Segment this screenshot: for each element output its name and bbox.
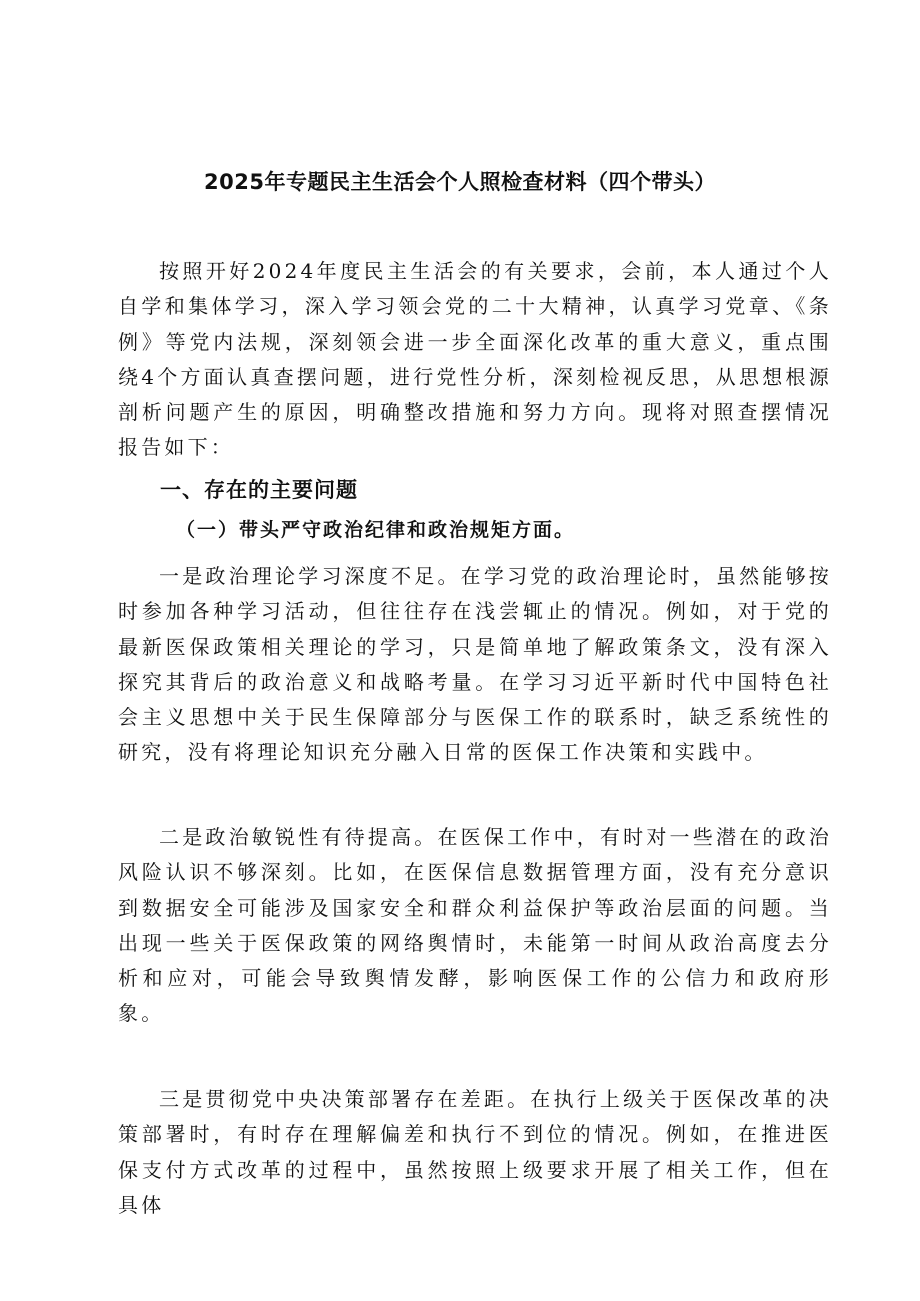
subsection-heading: （一）带头严守政治纪律和政治规矩方面。	[176, 519, 576, 541]
body-paragraph-1: 一是政治理论学习深度不足。在学习党的政治理论时，虽然能够按时参加各种学习活动，但往往存在浅尝辄止的情况。例如，对于党的最新医保政策相关理论的学习，只是简单地了解政策条文，没有深入探究其背后的政治意义和战略考量。在学习习近平新时代中国特色社会主义思想中关于民生保障部分与医保工作的联系时，缺乏系统性的研究，没有将理论知识充分融入日常的医保工作决策和实践中。	[118, 564, 832, 765]
section-heading: 一、存在的主要问题	[160, 478, 358, 502]
body-paragraph-3: 三是贯彻党中央决策部署存在差距。在执行上级关于医保改革的决策部署时，有时存在理解偏差和执行不到位的情况。例如，在推进医保支付方式改革的过程中，虽然按照上级要求开展了相关工作，但在具体	[118, 1087, 832, 1217]
body-paragraph-2: 二是政治敏锐性有待提高。在医保工作中，有时对一些潜在的政治风险认识不够深刻。比如，在医保信息数据管理方面，没有充分意识到数据安全可能涉及国家安全和群众利益保护等政治层面的问题。当出现一些关于医保政策的网络舆情时，未能第一时间从政治高度去分析和应对，可能会导致舆情发酵，影响医保工作的公信力和政府形象。	[118, 825, 832, 1026]
intro-paragraph: 按照开好2024年度民主生活会的有关要求，会前，本人通过个人自学和集体学习，深入学习领会党的二十大精神，认真学习党章、《条例》等党内法规，深刻领会进一步全面深化改革的重大意义，重点围绕4个方面认真查摆问题，进行党性分析，深刻检视反思，从思想根源剖析问题产生的原因，明确整改措施和努力方向。现将对照查摆情况报告如下：	[118, 259, 832, 460]
document-title: 2025年专题民主生活会个人照检查材料（四个带头）	[204, 170, 716, 194]
